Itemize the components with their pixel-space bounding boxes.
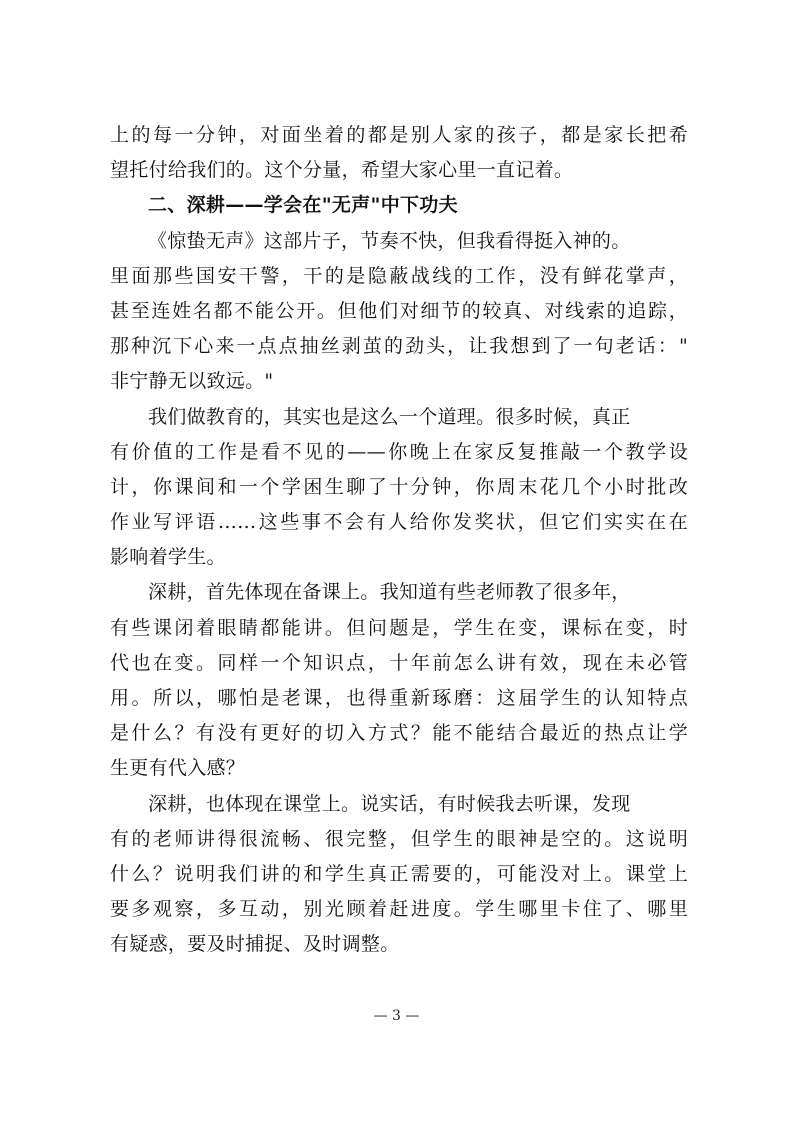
paragraph-line: 深耕，首先体现在备课上。我知道有些老师教了很多年，	[148, 581, 631, 604]
paragraph-line: 作业写评语……这些事不会有人给你发奖状，但它们实实在在	[110, 511, 688, 534]
paragraph-line: 上的每一分钟，对面坐着的都是别人家的孩子，都是家长把希	[110, 124, 688, 146]
paragraph-line: 深耕，也体现在课堂上。说实话，有时候我去听课，发现	[148, 792, 631, 815]
paragraph-line: 那种沉下心来一点点抽丝剥茧的劲头，让我想到了一句老话："	[110, 335, 688, 358]
paragraph-line: 我们做教育的，其实也是这么一个道理。很多时候，真正	[148, 405, 631, 428]
paragraph-line: 非宁静无以致远。"	[110, 370, 274, 393]
paragraph-line: 有疑惑，要及时捕捉、及时调整。	[110, 933, 400, 956]
paragraph-line: 影响着学生。	[110, 546, 226, 569]
paragraph-line: 有的老师讲得很流畅、很完整，但学生的眼神是空的。这说明	[110, 827, 688, 850]
paragraph-line: 里面那些国安干警，干的是隐蔽战线的工作，没有鲜花掌声，	[110, 264, 688, 287]
paragraph-line: 有些课闭着眼睛都能讲。但问题是，学生在变，课标在变，时	[110, 616, 688, 639]
paragraph-line: 计，你课间和一个学困生聊了十分钟，你周末花几个小时批改	[110, 475, 688, 498]
paragraph-line: 有价值的工作是看不见的——你晚上在家反复推敲一个教学设	[110, 440, 688, 463]
paragraph-line: 甚至连姓名都不能公开。但他们对细节的较真、对线索的追踪，	[110, 299, 688, 322]
paragraph-line: 用。所以，哪怕是老课，也得重新琢磨：这届学生的认知特点	[110, 687, 688, 709]
paragraph-line: 代也在变。同样一个知识点，十年前怎么讲有效，现在未必管	[110, 651, 688, 674]
page-number: — 3 —	[373, 1008, 420, 1024]
paragraph-line: 是什么？有没有更好的切入方式？能不能结合最近的热点让学	[110, 722, 688, 745]
paragraph-line: 《惊蛰无声》这部片子，节奏不快，但我看得挺入神的。	[148, 229, 631, 252]
paragraph-line: 要多观察，多互动，别光顾着赶进度。学生哪里卡住了、哪里	[110, 898, 688, 921]
paragraph-line: 什么？说明我们讲的和学生真正需要的，可能没对上。课堂上	[110, 862, 688, 885]
section-heading: 二、深耕——学会在"无声"中下功夫	[148, 194, 458, 217]
paragraph-line: 望托付给我们的。这个分量，希望大家心里一直记着。	[110, 159, 574, 182]
body-text	[110, 118, 688, 963]
paragraph-line: 生更有代入感？	[110, 757, 246, 780]
